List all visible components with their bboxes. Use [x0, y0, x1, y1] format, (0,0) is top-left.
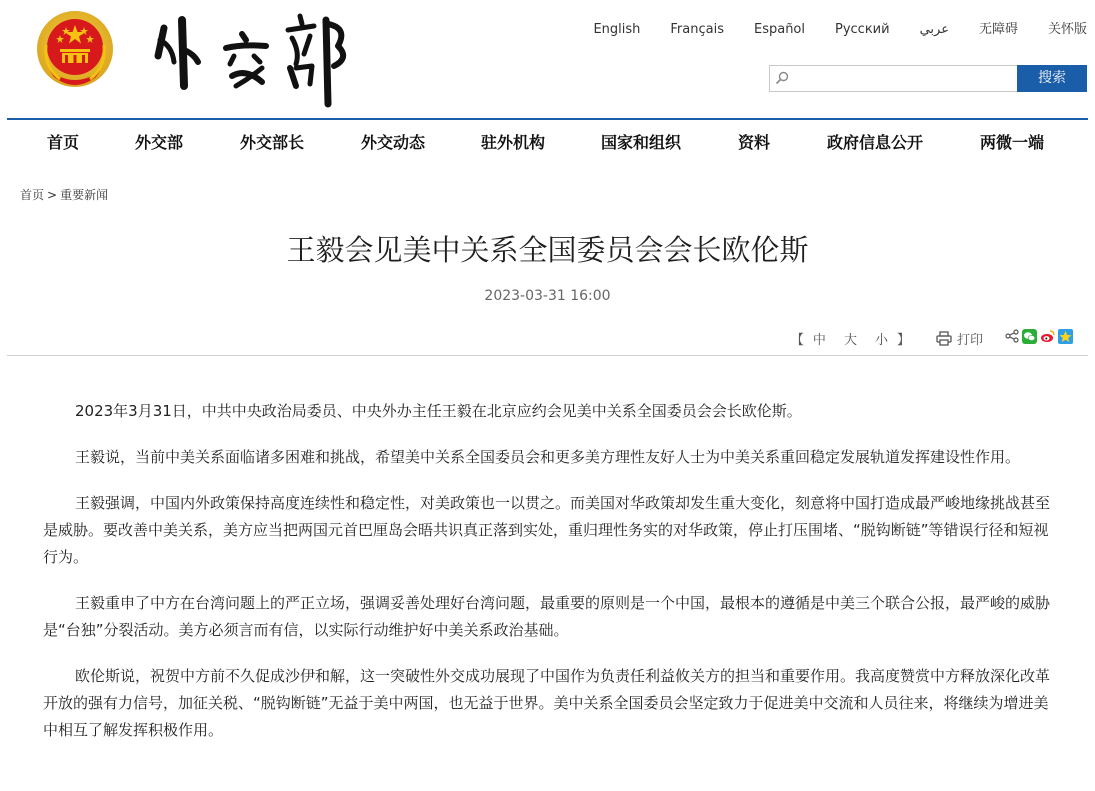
print-button[interactable] [936, 329, 983, 348]
site-calligraphy-logo[interactable] [150, 6, 360, 110]
wechat-icon[interactable] [1022, 329, 1037, 348]
main-nav [7, 120, 1088, 164]
article-title: 王毅会见美中关系全国委员会会长欧伦斯 [286, 233, 809, 267]
nav-item-social-media[interactable]: 两微一端 [980, 133, 1045, 152]
article-paragraph: 2023年3月31日，中共中央政治局委员、中央外办主任王毅在北京应约会见美中关系全国委员会会长欧伦斯。 [75, 402, 802, 420]
lang-link-english[interactable]: English [593, 22, 641, 37]
article-tools [791, 328, 1073, 348]
language-bar [593, 20, 1087, 40]
search-icon [775, 71, 789, 85]
font-size-bracket-close: 】 [896, 332, 910, 348]
lang-link-arabic[interactable]: عربي [919, 22, 949, 37]
nav-item-diplomatic-news[interactable]: 外交动态 [361, 133, 426, 152]
font-size-large[interactable]: 中 [812, 332, 826, 348]
nav-item-government-info[interactable]: 政府信息公开 [827, 133, 924, 152]
article-paragraph: 王毅强调，中国内外政策保持高度连续性和稳定性，对美政策也一以贯之。而美国对华政策却发生重大变化，刻意将中国打造成最严峻地缘挑战甚至是威胁。要改善中美关系，美方应当把两国元首巴厘岛会晤共识真正落到实处，重归理性务实的对华政策，停止打压围堵、“脱钩断链”等错误行径和短视行为。 [43, 494, 1051, 566]
nav-item-home[interactable]: 首页 [47, 133, 80, 152]
print-label: 打印 [956, 332, 983, 348]
lang-link-russian[interactable]: Русский [835, 22, 890, 37]
nav-item-ministry[interactable]: 外交部 [135, 133, 184, 152]
breadcrumb [20, 186, 108, 203]
font-size-bracket-open: 【 [790, 332, 804, 348]
search-bar [769, 65, 1087, 92]
weibo-icon[interactable] [1040, 329, 1055, 348]
lang-link-french[interactable]: Français [670, 22, 724, 37]
accessibility-link[interactable]: 无障碍 [978, 22, 1018, 37]
printer-icon [936, 331, 952, 346]
share-icon[interactable] [1005, 329, 1019, 347]
nav-item-minister[interactable]: 外交部长 [240, 133, 305, 152]
lang-link-spanish[interactable]: Español [753, 22, 805, 37]
nav-item-countries-organizations[interactable]: 国家和组织 [601, 133, 682, 152]
search-input[interactable] [769, 65, 1017, 92]
article-paragraph: 欧伦斯说，祝贺中方前不久促成沙伊和解，这一突破性外交成功展现了中国作为负责任利益攸关方的担当和重要作用。我高度赞赏中方释放深化改革开放的强有力信号，加征关税、“脱钩断链”无益于美中两国，也无益于世界。美中关系全国委员会坚定致力于促进美中交流和人员往来，将继续为增进美中相互了解发挥积极作用。 [43, 667, 1051, 739]
font-size-switcher [791, 329, 910, 348]
breadcrumb-separator: > [47, 188, 58, 202]
article-body [43, 398, 1053, 763]
font-size-small[interactable]: 小 [874, 332, 888, 348]
search-button[interactable]: 搜索 [1017, 65, 1087, 92]
nav-item-resources[interactable]: 资料 [738, 133, 771, 152]
article-date: 2023-03-31 16:00 [484, 288, 611, 304]
share-group [1005, 329, 1073, 348]
breadcrumb-current[interactable]: 重要新闻 [60, 188, 109, 202]
article-paragraph: 王毅说，当前中美关系面临诸多困难和挑战，希望美中关系全国委员会和更多美方理性友好人士为中美关系重回稳定发展轨道发挥建设性作用。 [75, 448, 1021, 466]
title-divider [7, 355, 1088, 356]
font-size-medium[interactable]: 大 [843, 332, 857, 348]
national-emblem-logo[interactable] [36, 5, 114, 93]
breadcrumb-home[interactable]: 首页 [20, 188, 45, 202]
qzone-icon[interactable] [1058, 329, 1073, 348]
nav-item-missions-abroad[interactable]: 驻外机构 [481, 133, 546, 152]
elderly-care-version-link[interactable]: 关怀版 [1047, 22, 1087, 37]
article-paragraph: 王毅重申了中方在台湾问题上的严正立场，强调妥善处理好台湾问题，最重要的原则是一个中国，最根本的遵循是中美三个联合公报，最严峻的威胁是“台独”分裂活动。美方必须言而有信，以实际行动维护好中美关系政治基础。 [43, 594, 1051, 639]
